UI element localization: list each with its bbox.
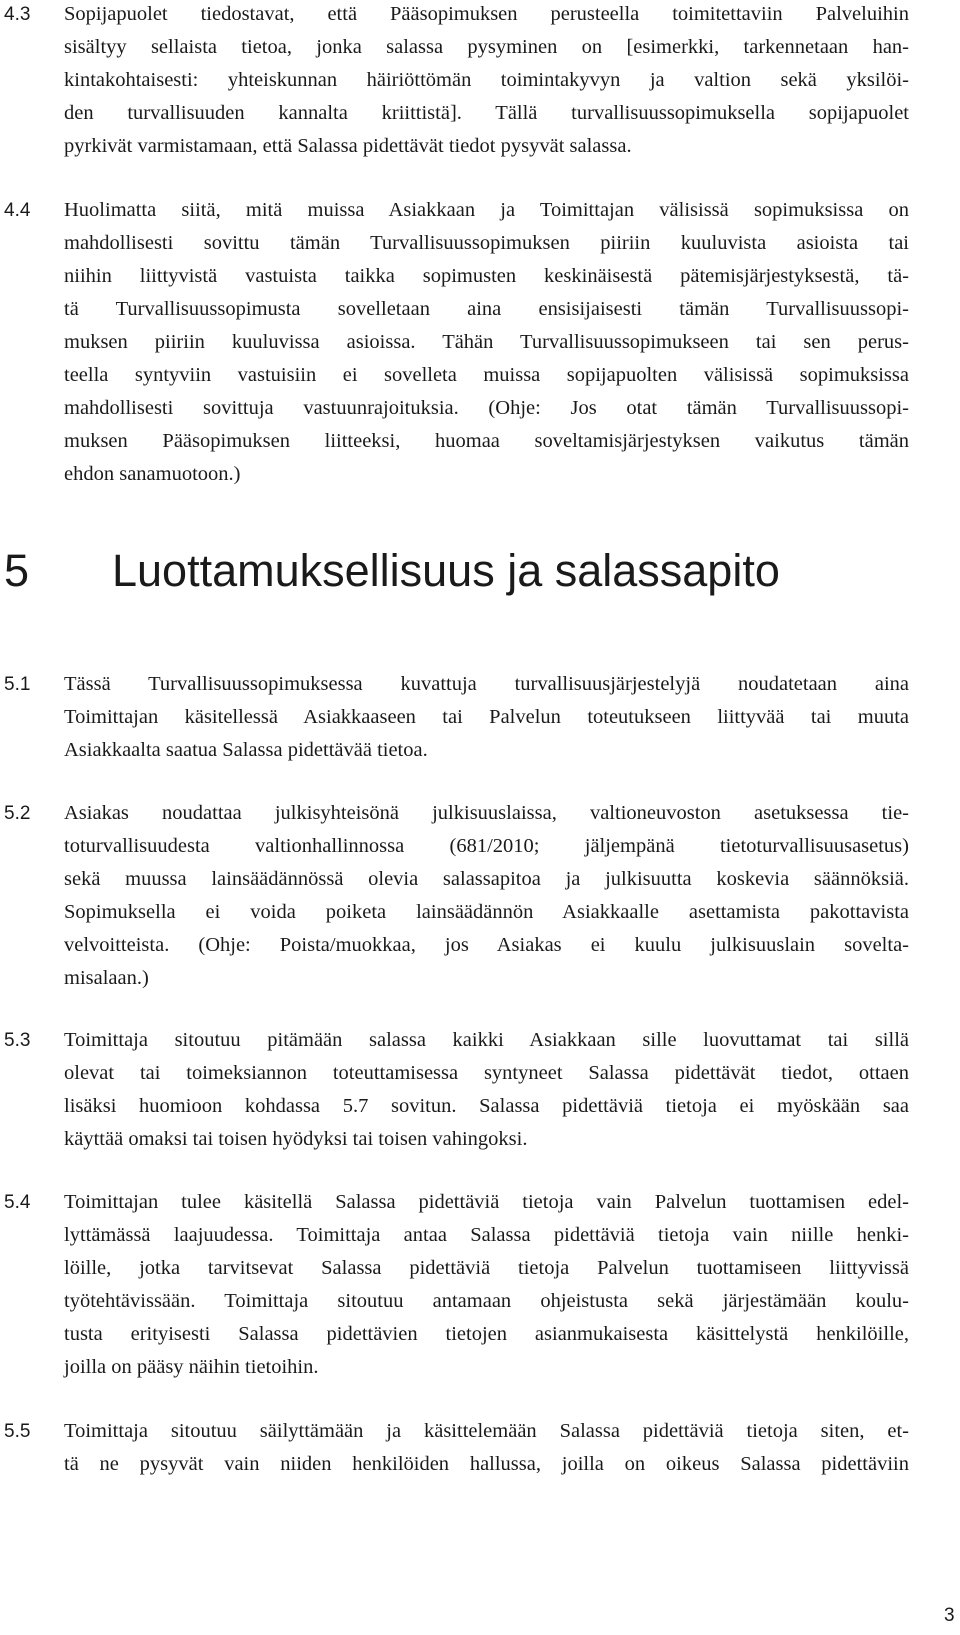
- text-line: olevat tai toimeksiannon toteuttamisessa syntyneet Salassa pidettävät tiedot, ottaen: [64, 1062, 909, 1084]
- text-line: sisältyy sellaista tietoa, jonka salassa pysyminen on [esimerkki, tarkennetaan han-: [64, 36, 909, 58]
- paragraph-number: 5.5: [4, 1421, 31, 1442]
- text-line: velvoitteista. (Ohje: Poista/muokkaa, jos Asiakas ei kuulu julkisuuslain sovelta-: [64, 934, 909, 956]
- text-line: mahdollisesti sovittu tämän Turvallisuussopimuksen piiriin kuuluvista asioista tai: [64, 232, 909, 254]
- paragraph-number: 4.4: [4, 200, 31, 221]
- text-line: muksen piiriin kuuluvissa asioissa. Tähän Turvallisuussopimukseen tai sen perus-: [64, 331, 909, 353]
- text-line: löille, jotka tarvitsevat Salassa pidettäviä tietoja Palvelun tuottamiseen liittyvissä: [64, 1257, 909, 1279]
- text-line: joilla on pääsy näihin tietoihin.: [64, 1356, 319, 1378]
- text-line: Toimittaja sitoutuu säilyttämään ja käsittelemään Salassa pidettäviä tietoja siten, et-: [64, 1420, 909, 1442]
- text-line: sekä muussa lainsäädännössä olevia salassapitoa ja julkisuutta koskevia säännöksiä.: [64, 868, 909, 890]
- paragraph-number: 5.4: [4, 1192, 31, 1213]
- text-line: tä ne pysyvät vain niiden henkilöiden hallussa, joilla on oikeus Salassa pidettäviin: [64, 1453, 909, 1475]
- page-number: 3: [944, 1605, 955, 1626]
- text-line: työtehtävissään. Toimittaja sitoutuu antamaan ohjeistusta sekä järjestämään koulu-: [64, 1290, 909, 1312]
- paragraph-number: 5.2: [4, 803, 31, 824]
- text-line: Toimittajan käsitellessä Asiakkaaseen tai Palvelun toteutukseen liittyvää tai muuta: [64, 706, 909, 728]
- text-line: teella syntyviin vastuisiin ei sovelleta muissa sopijapuolten välisissä sopimuksissa: [64, 364, 909, 386]
- text-line: pyrkivät varmistamaan, että Salassa pidettävät tiedot pysyvät salassa.: [64, 135, 632, 157]
- text-line: Asiakkaalta saatua Salassa pidettävää tietoa.: [64, 739, 428, 761]
- text-line: den turvallisuuden kannalta kriittistä]. Tällä turvallisuussopimuksella sopijapuolet: [64, 102, 909, 124]
- paragraph-number: 5.3: [4, 1030, 31, 1051]
- text-line: käyttää omaksi tai toisen hyödyksi tai toisen vahingoksi.: [64, 1128, 528, 1150]
- text-line: Toimittajan tulee käsitellä Salassa pidettäviä tietoja vain Palvelun tuottamisen edel-: [64, 1191, 909, 1213]
- text-line: lisäksi huomioon kohdassa 5.7 sovitun. Salassa pidettäviä tietoja ei myöskään saa: [64, 1095, 909, 1117]
- text-line: Toimittaja sitoutuu pitämään salassa kaikki Asiakkaan sille luovuttamat tai sillä: [64, 1029, 909, 1051]
- text-line: niihin liittyvistä vastuista taikka sopimusten keskinäisestä pätemisjärjestyksestä, tä-: [64, 265, 909, 287]
- text-line: Tässä Turvallisuussopimuksessa kuvattuja turvallisuusjärjestelyjä noudatetaan aina: [64, 673, 909, 695]
- heading-number: 5: [4, 545, 30, 596]
- text-line: Sopimuksella ei voida poiketa lainsäädännön Asiakkaalle asettamista pakottavista: [64, 901, 909, 923]
- text-line: Sopijapuolet tiedostavat, että Pääsopimuksen perusteella toimitettaviin Palveluihin: [64, 3, 909, 25]
- text-line: kintakohtaisesti: yhteiskunnan häiriöttömän toimintakyvyn ja valtion sekä yksilöi-: [64, 69, 909, 91]
- text-line: tä Turvallisuussopimusta sovelletaan aina ensisijaisesti tämän Turvallisuussopi-: [64, 298, 909, 320]
- paragraph-number: 5.1: [4, 674, 31, 695]
- text-line: toturvallisuudesta valtionhallinnossa (681/2010; jäljempänä tietoturvallisuusasetus): [64, 835, 909, 857]
- text-line: mahdollisesti sovittuja vastuunrajoituksia. (Ohje: Jos otat tämän Turvallisuussopi-: [64, 397, 909, 419]
- section-heading: [4, 541, 780, 601]
- text-line: misalaan.): [64, 967, 149, 989]
- text-line: Huolimatta siitä, mitä muissa Asiakkaan ja Toimittajan välisissä sopimuksissa on: [64, 199, 909, 221]
- heading-title: Luottamuksellisuus ja salassapito: [112, 545, 780, 596]
- paragraph-number: 4.3: [4, 4, 31, 25]
- text-line: ehdon sanamuotoon.): [64, 463, 241, 485]
- text-line: lyttämässä laajuudessa. Toimittaja antaa Salassa pidettäviä tietoja vain niille henki-: [64, 1224, 909, 1246]
- text-line: muksen Pääsopimuksen liitteeksi, huomaa soveltamisjärjestyksen vaikutus tämän: [64, 430, 909, 452]
- text-line: tusta erityisesti Salassa pidettävien tietojen asianmukaisesta käsittelystä henkilöille,: [64, 1323, 909, 1345]
- text-line: Asiakas noudattaa julkisyhteisönä julkisuuslaissa, valtioneuvoston asetuksessa tie-: [64, 802, 909, 824]
